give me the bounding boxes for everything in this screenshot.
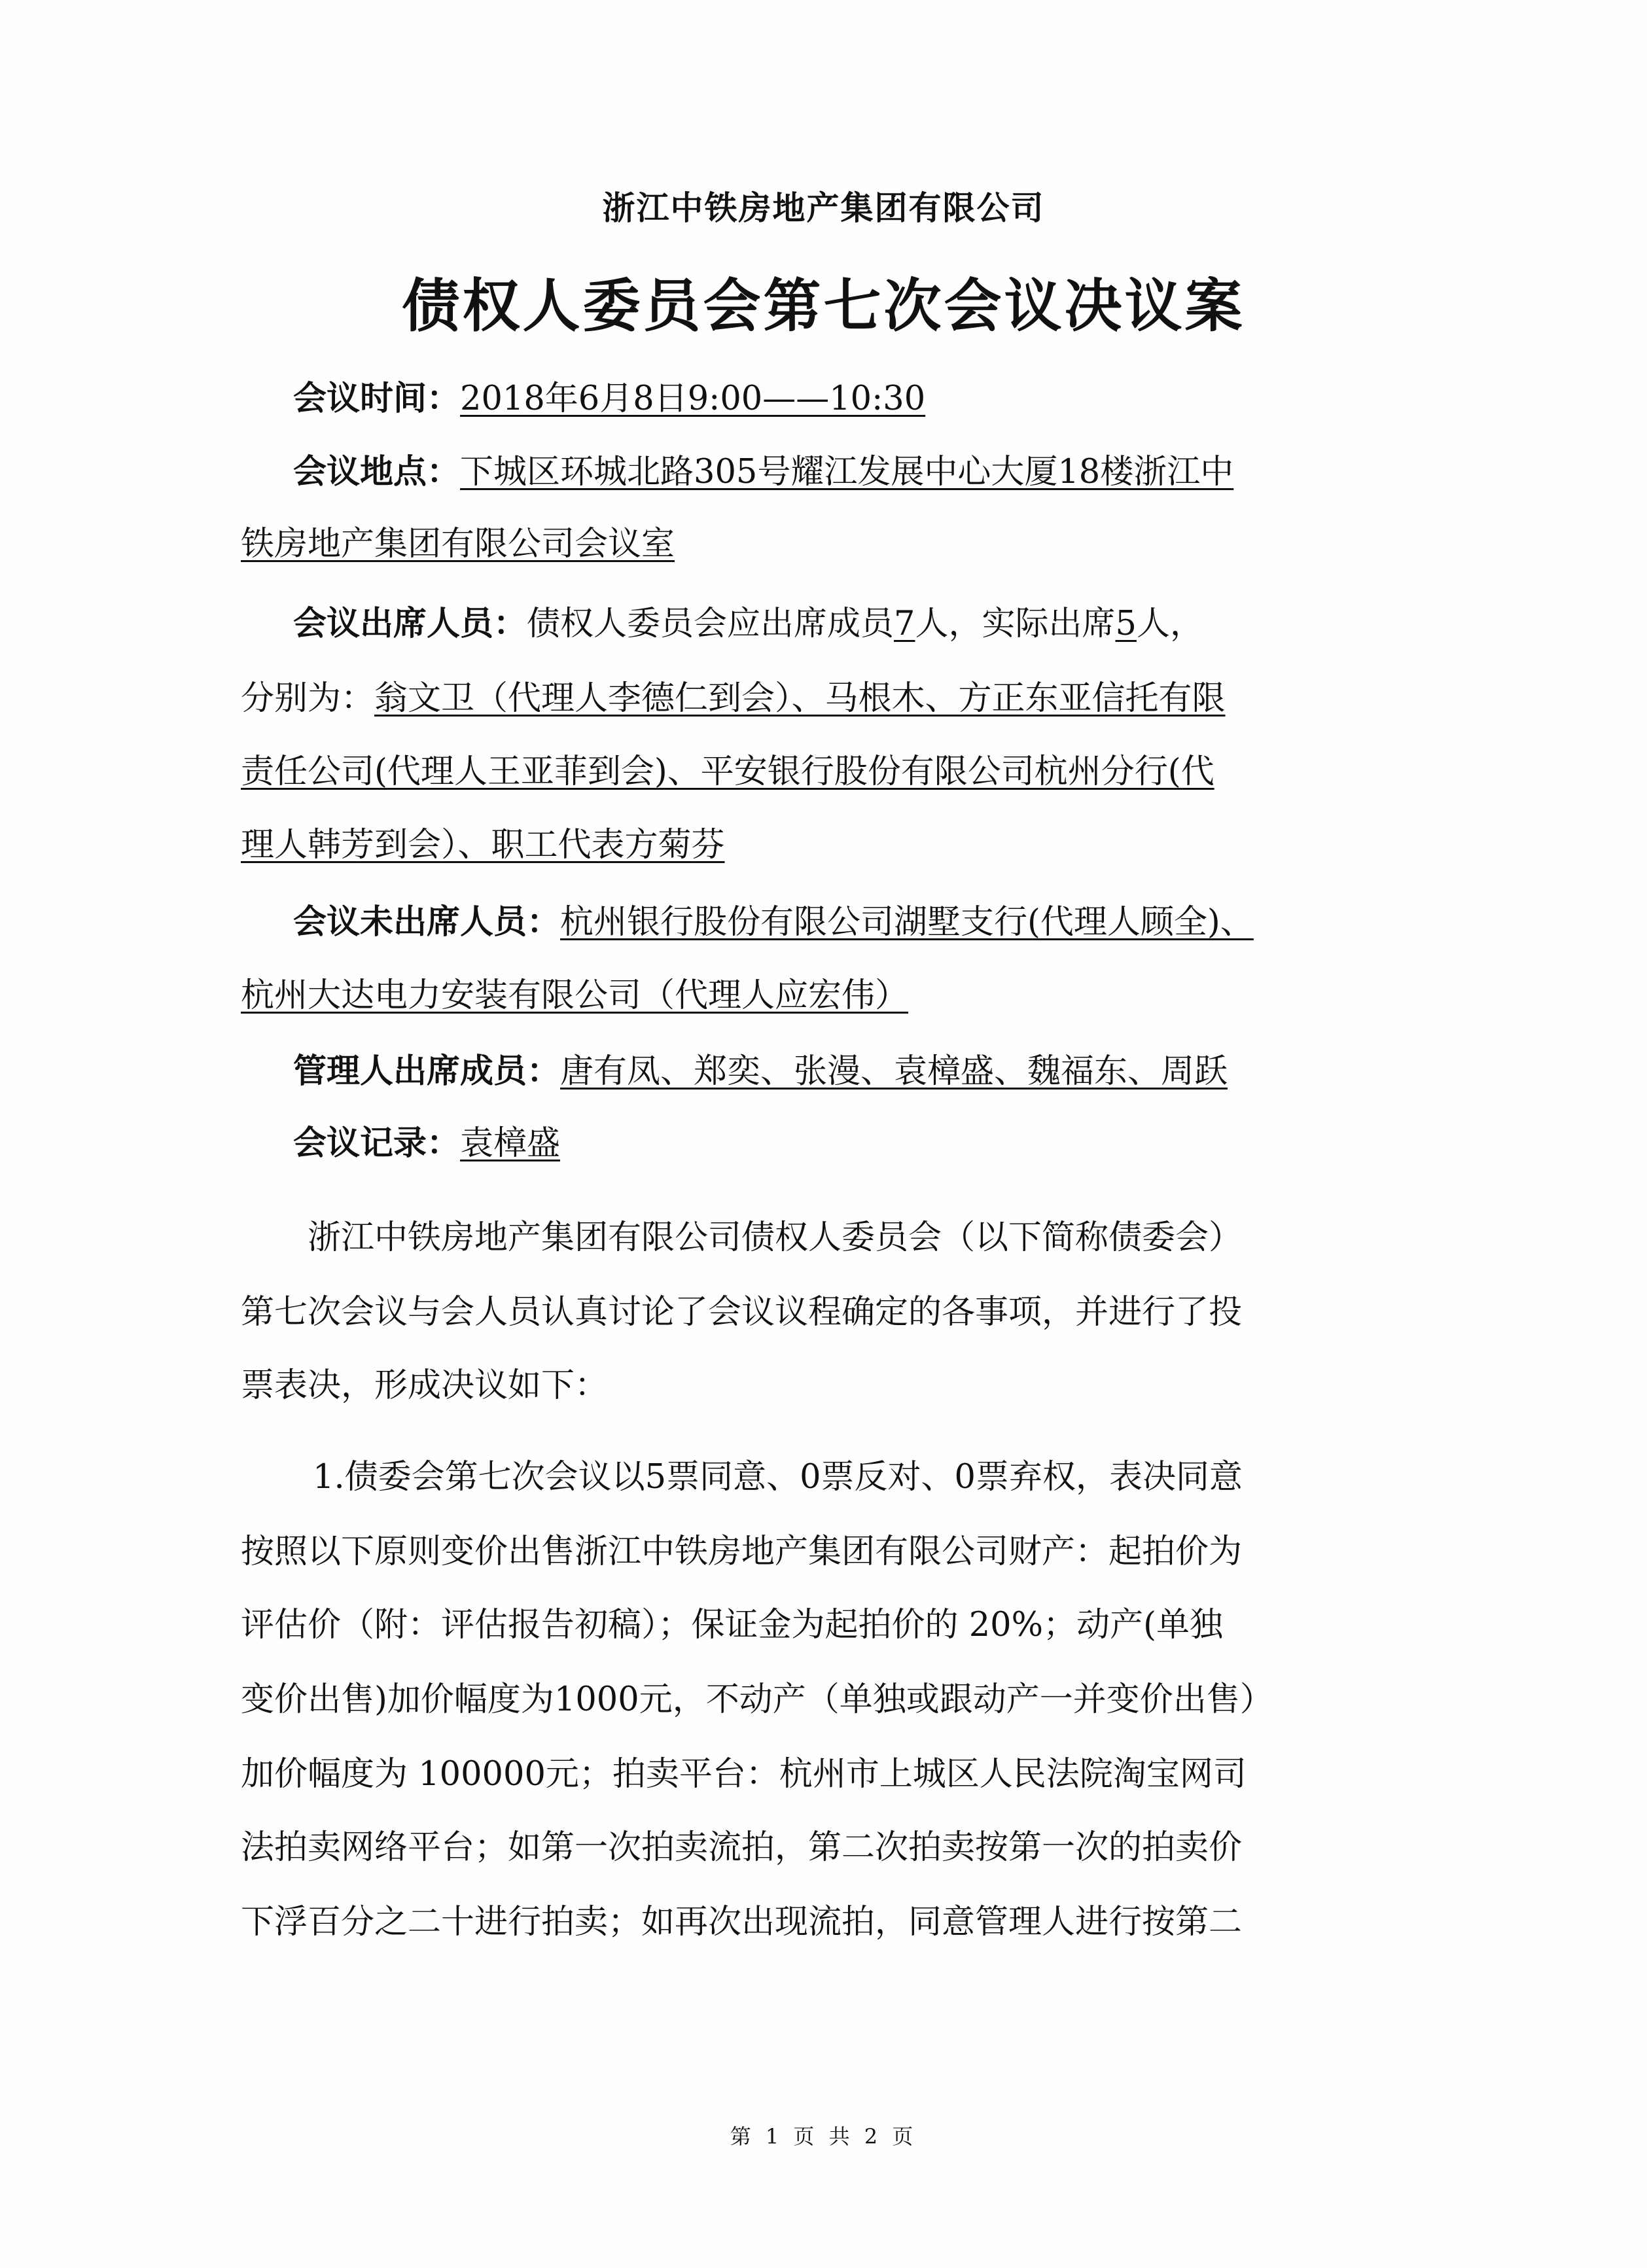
- recorder-label: 会议记录：: [293, 1124, 461, 1163]
- attendees-line-1: [293, 603, 1379, 645]
- intro-line-1: 浙江中铁房地产集团有限公司债权人委员会（以下简称债委会）: [308, 1218, 1243, 1257]
- absent-label: 会议未出席人员：: [293, 903, 561, 942]
- attendees-text-b: 人，实际出席: [915, 605, 1116, 643]
- attendees-list-2: 责任公司(代理人王亚菲到会)、平安银行股份有限公司杭州分行(代: [241, 753, 1214, 791]
- attendees-list-3: 理人韩芳到会）、职工代表方菊芬: [241, 826, 725, 864]
- attendees-text-a: 债权人委员会应出席成员: [527, 605, 894, 643]
- attendees-actual-count: 5: [1115, 605, 1137, 643]
- page-number: 第 1 页 共 2 页: [730, 2124, 917, 2149]
- recorder-line: [293, 1123, 1379, 1165]
- item1-line-5: 加价幅度为 100000元；拍卖平台：杭州市上城区人民法院淘宝网司: [241, 1755, 1247, 1794]
- meeting-place-value-2: 铁房地产集团有限公司会议室: [241, 525, 675, 563]
- attendees-line-4: [241, 824, 1379, 866]
- intro-line-2: 第七次会议与会人员认真讨论了会议议程确定的各事项，并进行了投: [241, 1293, 1243, 1332]
- attendees-total-count: 7: [894, 605, 915, 643]
- company-name: 浙江中铁房地产集团有限公司: [602, 189, 1045, 227]
- absent-list-1: 杭州银行股份有限公司湖墅支行(代理人顾全)、: [560, 903, 1254, 942]
- item1-line-1: 1.债委会第七次会议以5票同意、0票反对、0票弃权，表决同意: [313, 1458, 1243, 1497]
- manager-line: [293, 1051, 1379, 1093]
- absent-line-2: [241, 975, 1379, 1017]
- meeting-place-value-1: 下城区环城北路305号耀江发展中心大厦18楼浙江中: [460, 453, 1234, 491]
- item1-line-2: 按照以下原则变价出售浙江中铁房地产集团有限公司财产：起拍价为: [241, 1533, 1243, 1571]
- item1-line-7: 下浮百分之二十进行拍卖；如再次出现流拍，同意管理人进行按第二: [241, 1903, 1243, 1941]
- intro-line-3: 票表决，形成决议如下：: [241, 1366, 609, 1405]
- attendees-text-c: 人，: [1136, 605, 1203, 643]
- attendees-line-3: [241, 751, 1379, 793]
- manager-list: 唐有凤、郑奕、张漫、袁樟盛、魏福东、周跃: [560, 1052, 1228, 1091]
- meeting-time-line: [293, 378, 1379, 420]
- absent-list-2: 杭州大达电力安装有限公司（代理人应宏伟）: [241, 976, 909, 1015]
- absent-line-1: [293, 902, 1379, 944]
- meeting-time-value: 2018年6月8日9:00——10:30: [460, 380, 926, 418]
- attendees-list-1: 翁文卫（代理人李德仁到会）、马根木、方正东亚信托有限: [374, 679, 1226, 718]
- document-title: 债权人委员会第七次会议决议案: [402, 272, 1245, 340]
- meeting-place-line-2: [241, 523, 1379, 565]
- manager-label: 管理人出席成员：: [293, 1052, 561, 1091]
- item1-line-4: 变价出售)加价幅度为1000元，不动产（单独或跟动产一并变价出售）: [241, 1680, 1273, 1719]
- meeting-place-label: 会议地点：: [293, 453, 461, 491]
- item1-line-3: 评估价（附：评估报告初稿）；保证金为起拍价的 20%；动产(单独: [241, 1606, 1223, 1644]
- attendees-label: 会议出席人员：: [293, 605, 527, 643]
- meeting-place-line: [293, 452, 1379, 493]
- attendees-line-2: [241, 678, 1379, 720]
- recorder-name: 袁樟盛: [460, 1124, 561, 1163]
- attendees-list-prefix: 分别为：: [241, 679, 375, 718]
- item1-line-6: 法拍卖网络平台；如第一次拍卖流拍，第二次拍卖按第一次的拍卖价: [241, 1828, 1243, 1867]
- meeting-time-label: 会议时间：: [293, 380, 461, 418]
